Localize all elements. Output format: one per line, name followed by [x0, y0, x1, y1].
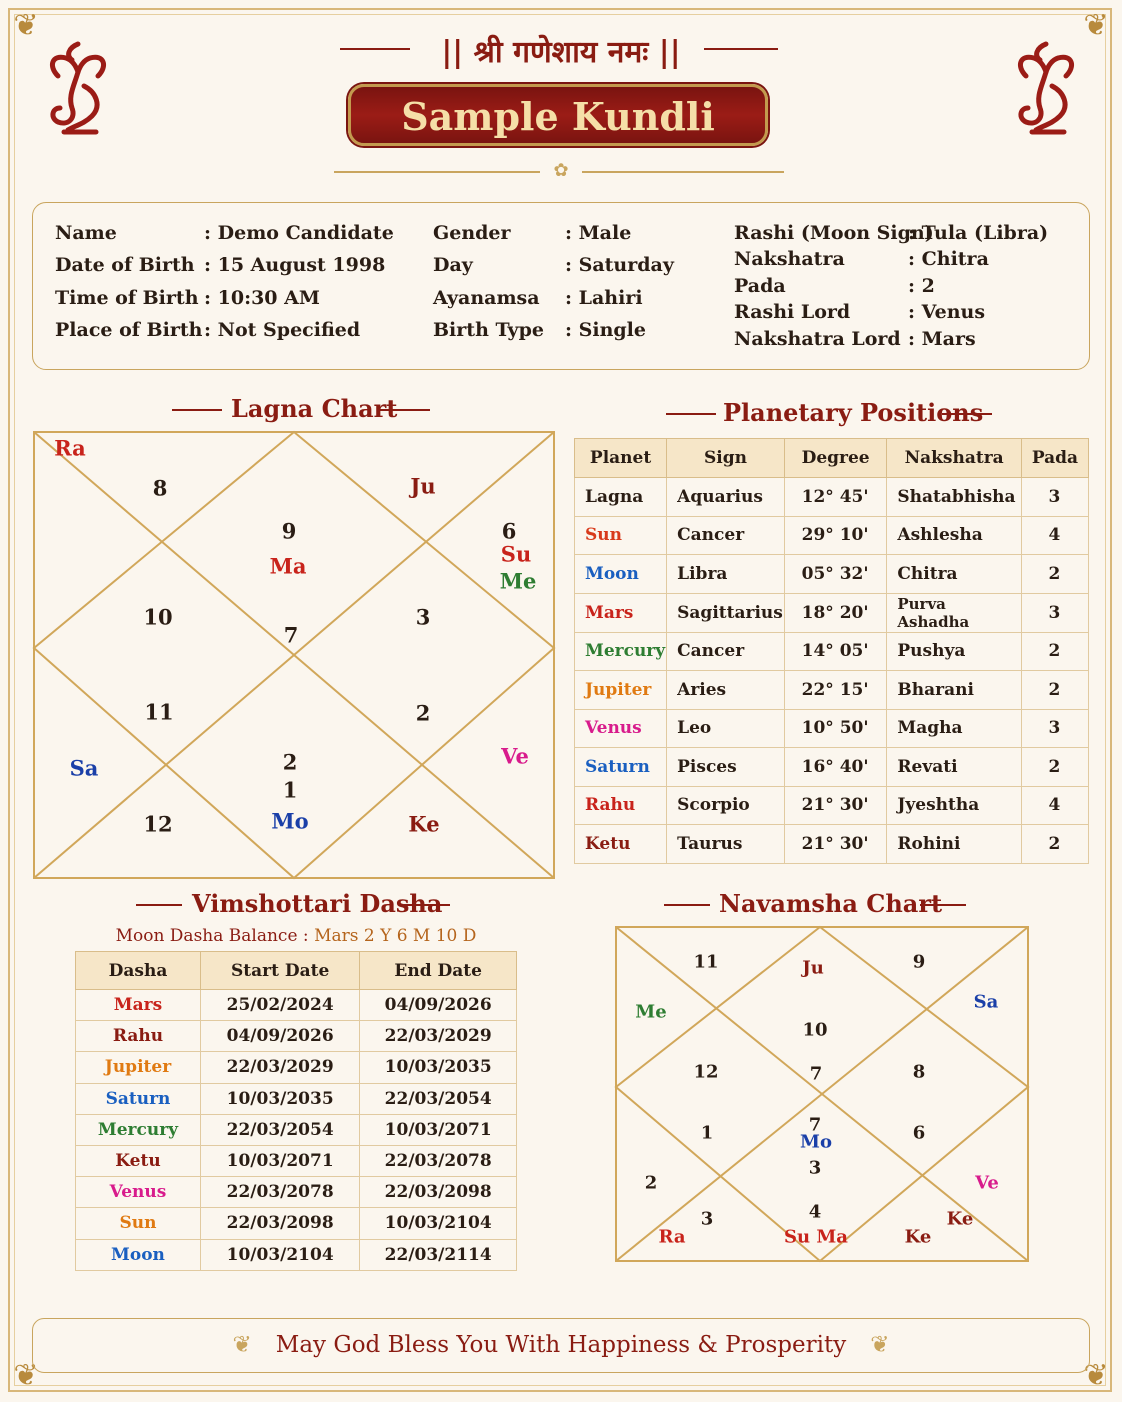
- planet-cell: Mars: [575, 593, 667, 632]
- detail-label: Birth Type: [433, 318, 544, 341]
- start-date-cell: 10/03/2104: [200, 1239, 359, 1270]
- pada-cell: 2: [1021, 748, 1088, 787]
- table-row: [575, 786, 1089, 825]
- chart-label: 10: [802, 1019, 828, 1041]
- ornament-line: [172, 409, 222, 411]
- nakshatra-cell: Jyeshtha: [887, 786, 1022, 825]
- nakshatra-cell: Magha: [887, 709, 1022, 748]
- detail-label: Time of Birth: [55, 286, 199, 309]
- dasha-name-cell: Jupiter: [76, 1052, 201, 1083]
- corner-ornament-icon: ❦: [1083, 8, 1109, 43]
- sign-cell: Pisces: [667, 748, 785, 787]
- detail-label: Place of Birth: [55, 318, 203, 341]
- planet-cell: Mercury: [575, 632, 667, 671]
- ornament-line: [136, 904, 182, 906]
- planetary-positions-title: Planetary Positions: [723, 398, 984, 427]
- degree-cell: 14° 05': [784, 632, 887, 671]
- chart-label: 2: [644, 1172, 658, 1194]
- dasha-name-cell: Mercury: [76, 1114, 201, 1145]
- planet-cell: Ketu: [575, 825, 667, 864]
- chart-label: 12: [693, 1061, 719, 1083]
- ornament-line: [666, 413, 716, 415]
- sign-cell: Cancer: [667, 516, 785, 555]
- planetary-positions-table: [574, 438, 1089, 864]
- chart-label: 1: [282, 777, 298, 803]
- chart-label: Sa: [69, 755, 99, 781]
- dasha-name-cell: Ketu: [76, 1145, 201, 1176]
- sign-cell: Cancer: [667, 632, 785, 671]
- table-row: [76, 990, 517, 1021]
- navamsha-chart-title: Navamsha Chart: [719, 889, 943, 918]
- chart-label: 1: [700, 1122, 714, 1144]
- pada-cell: 3: [1021, 593, 1088, 632]
- table-row: [575, 555, 1089, 594]
- detail-value: : Single: [565, 318, 646, 341]
- table-row: [76, 1114, 517, 1145]
- detail-label: Nakshatra Lord: [734, 327, 901, 350]
- detail-label: Ayanamsa: [433, 286, 540, 309]
- chart-label: Ra: [658, 1226, 686, 1248]
- chart-label: 6: [501, 518, 517, 544]
- chart-label: Ju: [410, 473, 436, 499]
- table-row: [575, 593, 1089, 632]
- degree-cell: 18° 20': [784, 593, 887, 632]
- start-date-cell: 22/03/2054: [200, 1114, 359, 1145]
- sign-cell: Aquarius: [667, 478, 785, 517]
- pada-cell: 4: [1021, 516, 1088, 555]
- detail-value: : Saturday: [565, 254, 674, 277]
- degree-cell: 16° 40': [784, 748, 887, 787]
- end-date-cell: 04/09/2026: [360, 990, 517, 1021]
- chart-label: Ke: [408, 811, 440, 837]
- table-row: [575, 478, 1089, 517]
- column-header: Pada: [1021, 439, 1088, 478]
- nakshatra-cell: Shatabhisha: [887, 478, 1022, 517]
- nakshatra-cell: Revati: [887, 748, 1022, 787]
- chart-label: 8: [152, 475, 168, 501]
- sign-cell: Aries: [667, 671, 785, 710]
- chart-label: Mo: [271, 808, 309, 834]
- pada-cell: 2: [1021, 632, 1088, 671]
- blessing-text: May God Bless You With Happiness & Prosperity: [275, 1332, 847, 1358]
- detail-label: Date of Birth: [55, 254, 195, 277]
- end-date-cell: 22/03/2029: [360, 1021, 517, 1052]
- column-header: Nakshatra: [887, 439, 1022, 478]
- nakshatra-cell: Ashlesha: [887, 516, 1022, 555]
- pada-cell: 2: [1021, 671, 1088, 710]
- ornament-icon: ✿: [540, 160, 582, 182]
- chart-label: 3: [700, 1208, 714, 1230]
- ornament-icon: ❦: [870, 1332, 890, 1358]
- table-row: [76, 1145, 517, 1176]
- dasha-balance: [75, 926, 517, 946]
- chart-label: Sa: [973, 991, 999, 1013]
- start-date-cell: 10/03/2071: [200, 1145, 359, 1176]
- corner-ornament-icon: ❦: [1083, 1358, 1109, 1393]
- planet-cell: Sun: [575, 516, 667, 555]
- chart-label: 4: [808, 1201, 822, 1223]
- chart-label: 11: [144, 699, 174, 725]
- detail-value: : Venus: [908, 301, 986, 324]
- end-date-cell: 22/03/2078: [360, 1145, 517, 1176]
- detail-label: Pada: [734, 274, 786, 297]
- detail-label: Gender: [433, 222, 511, 244]
- corner-ornament-icon: ❦: [13, 1358, 39, 1393]
- dasha-name-cell: Moon: [76, 1239, 201, 1270]
- corner-ornament-icon: ❦: [13, 8, 39, 43]
- end-date-cell: 22/03/2054: [360, 1083, 517, 1114]
- detail-value: : Demo Candidate: [204, 222, 394, 244]
- chart-label: 3: [415, 604, 431, 630]
- detail-value: : Lahiri: [565, 286, 643, 309]
- chart-label: Su Ma: [784, 1226, 848, 1248]
- detail-value: : Mars: [908, 327, 976, 350]
- detail-value: : Tula (Libra): [908, 222, 1049, 244]
- column-header: Start Date: [200, 952, 359, 990]
- degree-cell: 21° 30': [784, 825, 887, 864]
- table-row: [575, 709, 1089, 748]
- table-row: [575, 671, 1089, 710]
- nakshatra-cell: Chitra: [887, 555, 1022, 594]
- nakshatra-cell: Bharani: [887, 671, 1022, 710]
- detail-value: : Not Specified: [204, 318, 361, 341]
- chart-label: Me: [635, 1001, 667, 1023]
- table-row: [76, 1177, 517, 1208]
- chart-label: Ve: [975, 1172, 999, 1194]
- end-date-cell: 10/03/2104: [360, 1208, 517, 1239]
- table-row: [76, 1021, 517, 1052]
- dasha-balance-label: Moon Dasha Balance :: [115, 926, 315, 946]
- end-date-cell: 10/03/2071: [360, 1114, 517, 1145]
- detail-value: : Chitra: [908, 248, 989, 271]
- nakshatra-cell: Rohini: [887, 825, 1022, 864]
- nakshatra-cell: Pushya: [887, 632, 1022, 671]
- pada-cell: 2: [1021, 555, 1088, 594]
- chart-label: Ma: [269, 553, 307, 579]
- dasha-name-cell: Saturn: [76, 1083, 201, 1114]
- chart-label: Mo: [800, 1131, 832, 1153]
- end-date-cell: 22/03/2098: [360, 1177, 517, 1208]
- ornament-icon: ❦: [232, 1332, 252, 1358]
- planet-cell: Venus: [575, 709, 667, 748]
- chart-label: 10: [143, 604, 173, 630]
- detail-value: : 2: [908, 274, 935, 297]
- detail-value: : 10:30 AM: [204, 286, 320, 309]
- start-date-cell: 10/03/2035: [200, 1083, 359, 1114]
- chart-label: Ve: [501, 743, 529, 769]
- chart-label: Me: [499, 568, 537, 594]
- pada-cell: 2: [1021, 825, 1088, 864]
- chart-label: 3: [808, 1157, 822, 1179]
- blessing-footer: [32, 1318, 1090, 1373]
- chart-label: 6: [912, 1122, 926, 1144]
- pada-cell: 3: [1021, 478, 1088, 517]
- sign-cell: Sagittarius: [667, 593, 785, 632]
- start-date-cell: 22/03/2078: [200, 1177, 359, 1208]
- start-date-cell: 22/03/2029: [200, 1052, 359, 1083]
- dasha-name-cell: Sun: [76, 1208, 201, 1239]
- chart-label: 2: [415, 700, 431, 726]
- chart-label: Ra: [54, 435, 86, 461]
- detail-label: Nakshatra: [734, 248, 845, 271]
- chart-label: 7: [809, 1063, 823, 1085]
- degree-cell: 05° 32': [784, 555, 887, 594]
- detail-label: Rashi (Moon Sign): [734, 222, 934, 244]
- planet-cell: Jupiter: [575, 671, 667, 710]
- chart-label: 9: [912, 951, 926, 973]
- detail-value: : 15 August 1998: [204, 254, 386, 277]
- detail-label: Rashi Lord: [734, 301, 851, 324]
- column-header: Dasha: [76, 952, 201, 990]
- end-date-cell: 10/03/2035: [360, 1052, 517, 1083]
- sign-cell: Scorpio: [667, 786, 785, 825]
- nakshatra-cell: Purva Ashadha: [887, 593, 1022, 632]
- chart-label: 9: [281, 518, 297, 544]
- ornament-line: [664, 904, 710, 906]
- dasha-title: Vimshottari Dasha: [192, 889, 443, 918]
- degree-cell: 22° 15': [784, 671, 887, 710]
- degree-cell: 21° 30': [784, 786, 887, 825]
- chart-label: 7: [808, 1114, 822, 1136]
- chart-label: 12: [143, 811, 173, 837]
- column-header: End Date: [360, 952, 517, 990]
- chart-label: 8: [912, 1061, 926, 1083]
- table-row: [575, 516, 1089, 555]
- dasha-table: [75, 951, 517, 1271]
- pada-cell: 4: [1021, 786, 1088, 825]
- planet-cell: Saturn: [575, 748, 667, 787]
- dasha-name-cell: Mars: [76, 990, 201, 1021]
- sign-cell: Taurus: [667, 825, 785, 864]
- pada-cell: 3: [1021, 709, 1088, 748]
- mantra-heading: || श्री गणेशाय नमः ||: [441, 35, 681, 70]
- table-row: [575, 632, 1089, 671]
- table-row: [76, 1052, 517, 1083]
- column-header: Planet: [575, 439, 667, 478]
- table-row: [76, 1083, 517, 1114]
- planet-cell: Moon: [575, 555, 667, 594]
- planet-cell: Rahu: [575, 786, 667, 825]
- planet-cell: Lagna: [575, 478, 667, 517]
- table-row: [575, 748, 1089, 787]
- degree-cell: 12° 45': [784, 478, 887, 517]
- degree-cell: 29° 10': [784, 516, 887, 555]
- lagna-chart-title: Lagna Chart: [231, 394, 398, 423]
- chart-label: 7: [283, 622, 299, 648]
- chart-label: 11: [693, 951, 719, 973]
- start-date-cell: 04/09/2026: [200, 1021, 359, 1052]
- table-row: [76, 1208, 517, 1239]
- degree-cell: 10° 50': [784, 709, 887, 748]
- chart-label: Su: [500, 541, 532, 567]
- start-date-cell: 25/02/2024: [200, 990, 359, 1021]
- sign-cell: Leo: [667, 709, 785, 748]
- dasha-name-cell: Venus: [76, 1177, 201, 1208]
- chart-label: Ke: [946, 1208, 974, 1230]
- column-header: Sign: [667, 439, 785, 478]
- chart-label: 2: [282, 749, 298, 775]
- sign-cell: Libra: [667, 555, 785, 594]
- chart-label: Ju: [802, 957, 824, 979]
- dasha-balance-value: Mars 2 Y 6 M 10 D: [314, 926, 477, 946]
- detail-value: : Male: [565, 222, 632, 244]
- kundli-title: Sample Kundli: [348, 84, 768, 146]
- column-header: Degree: [784, 439, 887, 478]
- table-row: [575, 825, 1089, 864]
- start-date-cell: 22/03/2098: [200, 1208, 359, 1239]
- chart-label: Ke: [904, 1226, 932, 1248]
- dasha-name-cell: Rahu: [76, 1021, 201, 1052]
- detail-label: Day: [433, 254, 473, 277]
- detail-label: Name: [55, 222, 117, 244]
- end-date-cell: 22/03/2114: [360, 1239, 517, 1270]
- table-row: [76, 1239, 517, 1270]
